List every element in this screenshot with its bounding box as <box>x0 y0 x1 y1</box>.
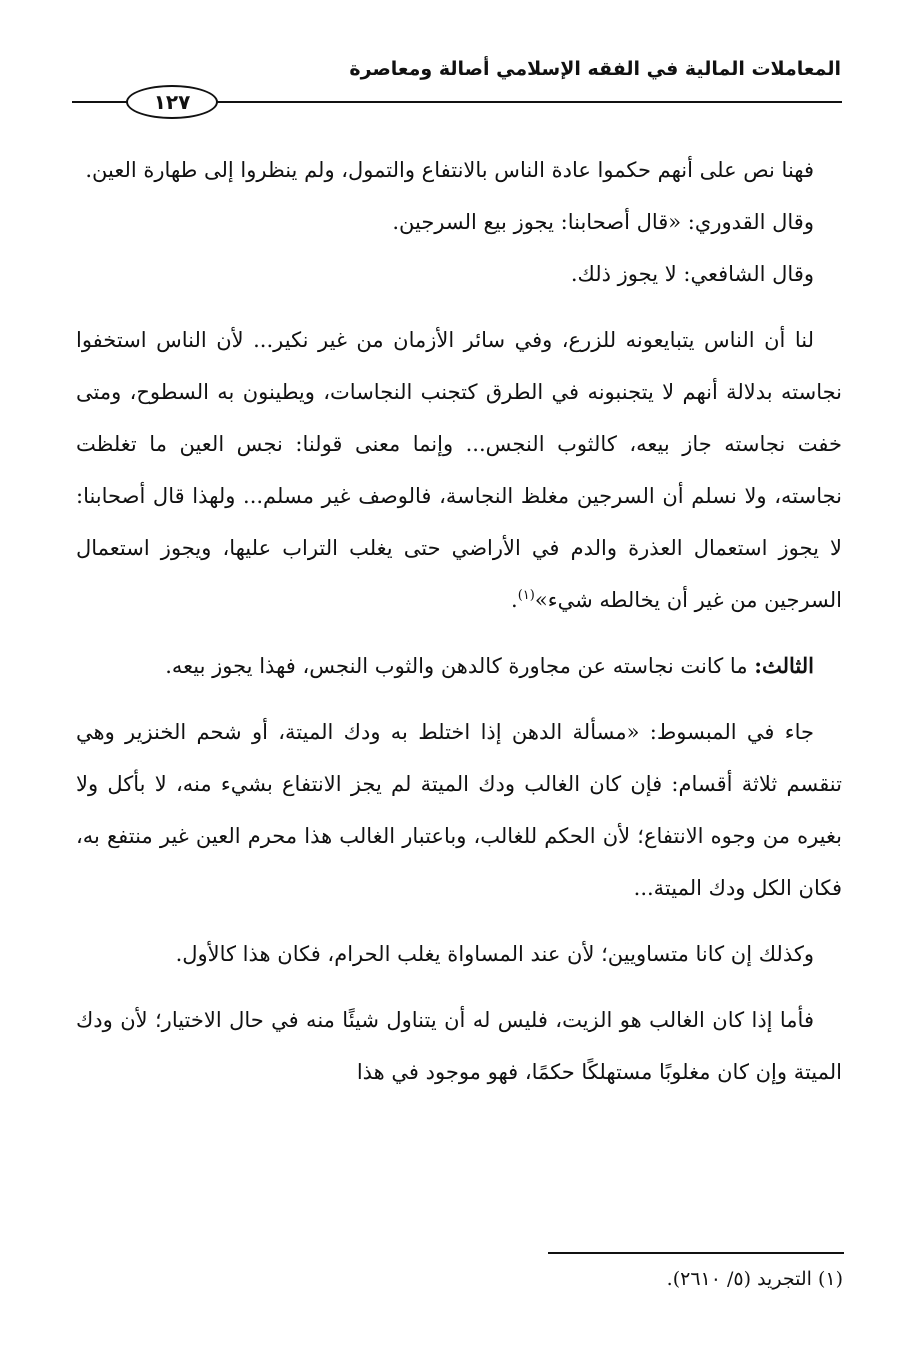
paragraph-2: وقال القدوري: «قال أصحابنا: يجوز بيع السرجين. <box>392 210 814 234</box>
paragraph-4-text: لنا أن الناس يتبايعونه للزرع، وفي سائر الأزمان من غير نكير... لأن الناس استخفوا نجاسته بدلالة أنهم لا يتجنبونه في الطرق كتجنب النجاسات، ويطينون به السطوح، ومتى خفت نجاسته جاز بيعه، كالثوب النجس... وإنما معنى قولنا: نجس العين ما تغلظت نجاسته، ولا نسلم أن السرجين مغلظ النجاسة، فالوصف غير مسلم... ولهذا قال أصحابنا: لا يجوز استعمال العذرة والدم في الأراضي حتى يغلب التراب عليها، ويجوز استعمال السرجين من غير أن يخالطه شيء» <box>76 328 842 612</box>
paragraph-4-end: . <box>511 588 518 612</box>
footnote-rule <box>548 1252 844 1254</box>
footnote-text: التجريد (٥/ ٢٦١٠). <box>666 1268 812 1290</box>
footnote-number: (١) <box>817 1268 843 1290</box>
paragraph-5-lead: الثالث: <box>754 653 814 678</box>
paragraph-5-text: ما كانت نجاسته عن مجاورة كالدهن والثوب النجس، فهذا يجوز بيعه. <box>165 654 755 678</box>
footnote-ref: (١) <box>517 588 535 603</box>
paragraph-8: فأما إذا كان الغالب هو الزيت، فليس له أن يتناول شيئًا منه في حال الاختيار؛ لأن ودك الميتة وإن كان مغلوبًا مستهلكًا حكمًا، فهو موجود في هذا <box>76 1008 842 1084</box>
body-text <box>76 144 842 1098</box>
paragraph-7: وكذلك إن كانا متساويين؛ لأن عند المساواة يغلب الحرام، فكان هذا كالأول. <box>175 942 814 966</box>
running-title: المعاملات المالية في الفقه الإسلامي أصالة ومعاصرة <box>349 58 841 80</box>
paragraph-6: جاء في المبسوط: «مسألة الدهن إذا اختلط به ودك الميتة، أو شحم الخنزير وهي تنقسم ثلاثة أقسام: فإن كان الغالب ودك الميتة لم يجز الانتفاع بشيء منه، لا بأكل ولا بغيره من وجوه الانتفاع؛ لأن الحكم للغالب، وباعتبار الغالب هذا محرم العين غير منتفع به، فكان الكل ودك الميتة... <box>76 720 842 900</box>
page-number: ١٢٧ <box>126 85 218 119</box>
paragraph-3: وقال الشافعي: لا يجوز ذلك. <box>570 262 814 286</box>
paragraph-4 <box>76 314 842 626</box>
footnote-1 <box>667 1268 843 1290</box>
paragraph-5 <box>76 640 842 692</box>
paragraph-1: فهنا نص على أنهم حكموا عادة الناس بالانتفاع والتمول، ولم ينظروا إلى طهارة العين. <box>85 158 814 182</box>
